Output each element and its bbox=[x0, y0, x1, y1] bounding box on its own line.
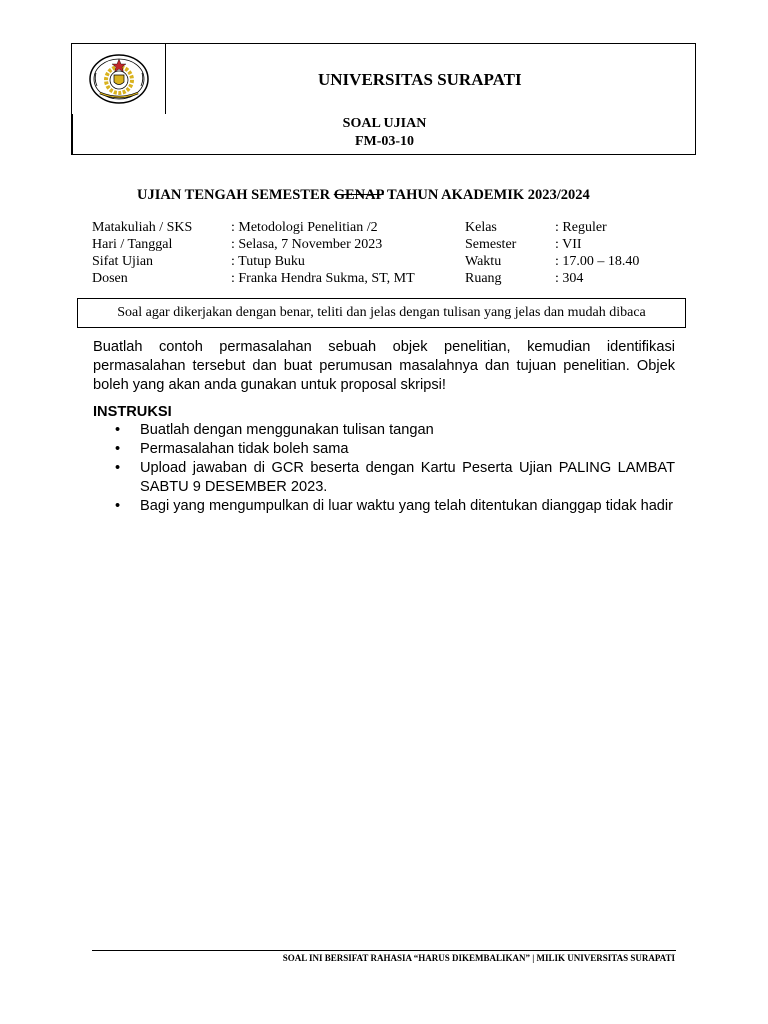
exam-title-suffix: TAHUN AKADEMIK 2023/2024 bbox=[383, 187, 590, 203]
form-code: FM-03-10 bbox=[354, 134, 415, 149]
info-value: : Franka Hendra Sukma, ST, MT bbox=[231, 271, 415, 286]
info-value: : 304 bbox=[555, 271, 584, 286]
info-value: : Tutup Buku bbox=[231, 254, 305, 269]
info-value: : Metodologi Penelitian /2 bbox=[231, 220, 378, 235]
info-label: Dosen bbox=[92, 271, 128, 286]
document-header bbox=[71, 43, 696, 155]
info-label: Sifat Ujian bbox=[92, 254, 154, 269]
notice-text: Soal agar dikerjakan dengan benar, teliti dan jelas dengan tulisan yang jelas dan mudah dibaca bbox=[117, 305, 646, 320]
bullet-icon: • bbox=[115, 422, 121, 438]
instructions-list bbox=[93, 421, 675, 516]
bullet-icon: • bbox=[115, 441, 121, 457]
document-type: SOAL UJIAN bbox=[342, 116, 427, 131]
instruction-text: Buatlah dengan menggunakan tulisan tangan bbox=[140, 422, 434, 438]
university-seal-icon bbox=[88, 53, 150, 105]
info-value: : 17.00 – 18.40 bbox=[555, 254, 640, 269]
info-label: Hari / Tanggal bbox=[92, 237, 173, 252]
instruction-text: Permasalahan tidak boleh sama bbox=[140, 441, 349, 457]
bullet-icon: • bbox=[115, 460, 121, 476]
footer-note: SOAL INI BERSIFAT RAHASIA “HARUS DIKEMBALIKAN” | MILIK UNIVERSITAS SURAPATI bbox=[282, 953, 675, 963]
list-item bbox=[93, 421, 675, 440]
info-label: Ruang bbox=[465, 271, 502, 286]
info-label: Semester bbox=[465, 237, 517, 252]
footer-divider bbox=[92, 950, 676, 951]
instruction-text: Bagi yang mengumpulkan di luar waktu yang telah ditentukan dianggap tidak hadir bbox=[140, 498, 674, 514]
info-value: : Selasa, 7 November 2023 bbox=[231, 237, 383, 252]
exam-title-prefix: UJIAN TENGAH SEMESTER bbox=[137, 187, 334, 203]
info-label: Matakuliah / SKS bbox=[92, 220, 193, 235]
notice-box bbox=[77, 298, 686, 328]
exam-title bbox=[137, 187, 590, 204]
info-value: : Reguler bbox=[555, 220, 607, 235]
bullet-icon: • bbox=[115, 498, 121, 514]
instructions-heading: INSTRUKSI bbox=[93, 404, 172, 420]
info-label: Kelas bbox=[465, 220, 497, 235]
logo-cell bbox=[72, 44, 166, 114]
list-item bbox=[93, 459, 675, 497]
question-text: Buatlah contoh permasalahan sebuah objek penelitian, kemudian identifikasi permasalahan tersebut dan buat perumusan masalahnya dan tujuan penelitian. Objek boleh yang akan anda gunakan untuk proposal skripsi! bbox=[93, 339, 675, 393]
university-name: UNIVERSITAS SURAPATI bbox=[318, 70, 522, 89]
list-item bbox=[93, 440, 675, 459]
list-item bbox=[93, 497, 675, 516]
info-label: Waktu bbox=[465, 254, 502, 269]
exam-title-struck-word: GENAP bbox=[333, 187, 384, 203]
info-value: : VII bbox=[555, 237, 582, 252]
instruction-text: Upload jawaban di GCR beserta dengan Kartu Peserta Ujian PALING LAMBAT SABTU 9 DESEMBER 2023. bbox=[140, 460, 675, 495]
